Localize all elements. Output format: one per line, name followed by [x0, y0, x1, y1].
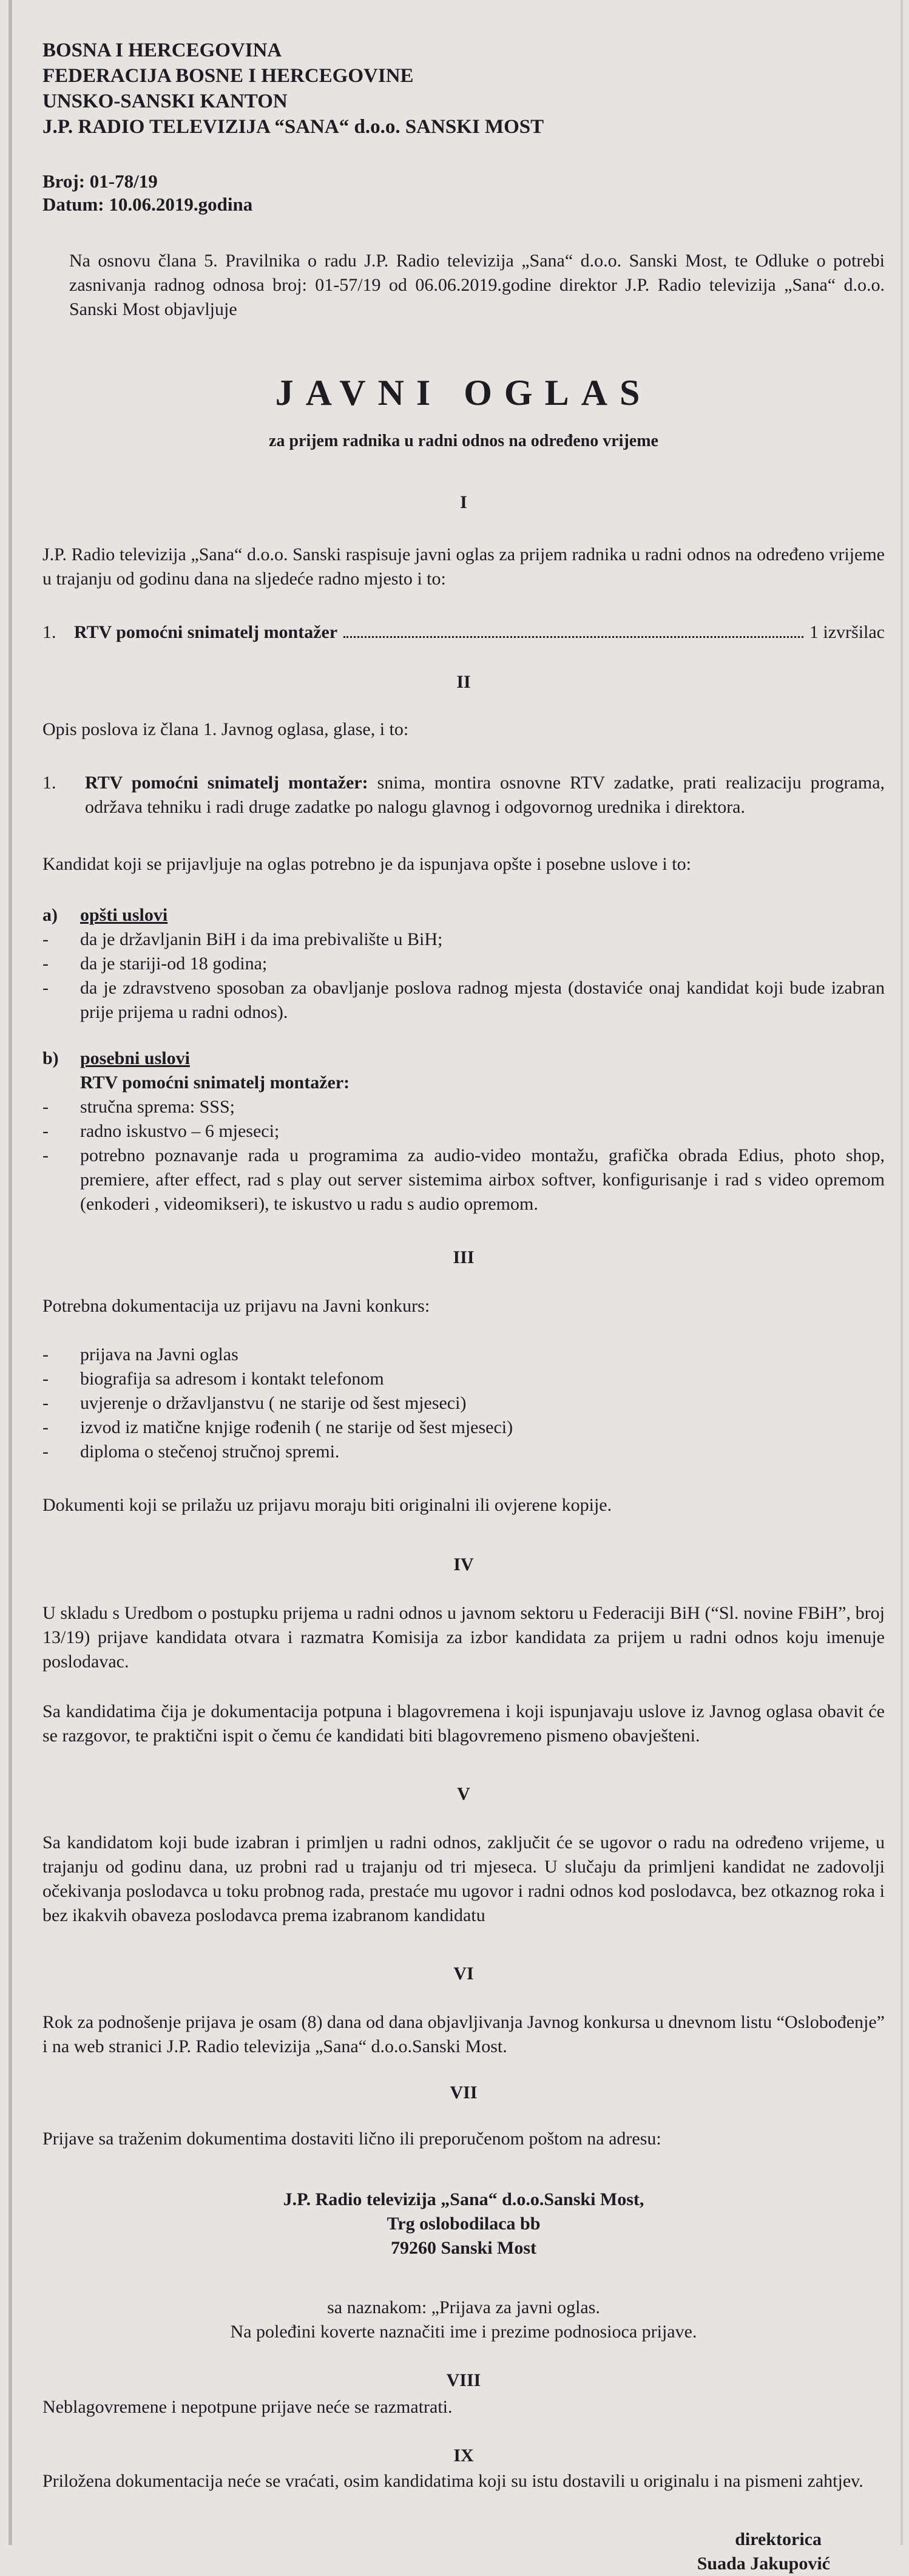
position-number: 1.: [42, 622, 56, 642]
section-heading-1: I: [460, 492, 467, 512]
address-line: 79260 Sanski Most: [390, 2238, 537, 2258]
list-item: - potrebno poznavanje rada u programima za audio-video montažu, grafička obrada Edius, photo shop, premiere, after effect, rad s play out server sistemima airbox softver, konfigurisanje i rad s video opremom (enkoderi , videomikseri), te iskustvo u radu s audio opremom.: [42, 1144, 885, 1216]
section-4-paragraph: U skladu s Uredbom o postupku prijema u radni odnos u javnom sektoru u Federaciji BiH (“Sl. novine FBiH”, broj 13/19) prijave kandidata otvara i razmatra Komisija za izbor kandidata za prijem u radni odnos koju imenuje poslodavac.: [42, 1603, 885, 1672]
document-subtitle: za prijem radnika u radni odnos na određeno vrijeme: [269, 432, 658, 450]
special-conditions-list: [42, 1095, 885, 1216]
header-line: BOSNA I HERCEGOVINA: [42, 39, 282, 61]
documents-list: [42, 1343, 885, 1464]
envelope-instructions: Na poleđini koverte naznačiti ime i prezime podnosioca prijave.: [230, 2322, 697, 2342]
section-heading-2: II: [456, 672, 471, 692]
conditions-intro: Kandidat koji se prijavljuje na oglas potrebno je da ispunjava opšte i posebne uslove i to:: [42, 854, 691, 874]
list-item: - da je zdravstveno sposoban za obavljanje poslova radnog mjesta (dostaviće onaj kandidat koji bude izabran prije prijema u radni odnos).: [42, 976, 885, 1025]
section-heading-6: VI: [453, 1964, 474, 1984]
section-5-paragraph: Sa kandidatom koji bude izabran i primljen u radni odnos, zaključit će se ugovor o radu na određeno vrijeme, u trajanju od godinu dana, uz probni rad u trajanju od tri mjeseca. U slučaju da primljeni kandidat ne zadovolji očekivanja poslodavca u toku probnog rada, prestaće mu ugovor i radni odnos kod poslodavca, bez otkaznog roka i bez ikakvih obaveza poslodavca prema izabranom kandidatu: [42, 1832, 885, 1925]
position-line: [42, 620, 885, 645]
address-line: J.P. Radio televizija „Sana“ d.o.o.Sanski Most,: [283, 2189, 644, 2209]
list-item: - radno iskustvo – 6 mjeseci;: [42, 1119, 885, 1144]
section-3-note: Dokumenti koji se prilažu uz prijavu moraju biti originalni ili ovjerene kopije.: [42, 1495, 612, 1515]
section-heading-9: IX: [453, 2446, 474, 2466]
item-number: 1.: [42, 773, 56, 793]
reference-number: Broj: 01-78/19: [42, 171, 158, 192]
list-item: - da je državljanin BiH i da ima prebivalište u BiH;: [42, 927, 885, 952]
document-title: JAVNI OGLAS: [275, 373, 652, 413]
section-heading-8: VIII: [446, 2370, 481, 2390]
section-2-intro: Opis poslova iz člana 1. Javnog oglasa, glase, i to:: [42, 719, 409, 739]
item-text: [85, 771, 885, 819]
item-label: RTV pomoćni snimatelj montažer:: [85, 773, 368, 793]
group-title: posebni uslovi: [80, 1048, 190, 1068]
section-3-intro: Potrebna dokumentacija uz prijavu na Javni konkurs:: [42, 1296, 430, 1316]
section-6-paragraph: Rok za podnošenje prijava je osam (8) dana od dana objavljivanja Javnog konkursa u dnevnom listu “Oslobođenje” i na web stranici J.P. Radio televizija „Sana“ d.o.o.Sanski Most.: [42, 2012, 885, 2056]
header-line: UNSKO-SANSKI KANTON: [42, 90, 288, 112]
general-conditions-head: [42, 903, 885, 927]
general-conditions: [42, 903, 885, 1025]
group-letter: a): [42, 905, 58, 925]
page-edge-shadow-right: [901, 0, 903, 2545]
section-heading-3: III: [453, 1247, 475, 1267]
group-subtitle: RTV pomoćni snimatelj montažer:: [80, 1073, 350, 1093]
section-heading-4: IV: [453, 1554, 474, 1574]
section-4-paragraph: Sa kandidatima čija je dokumentacija potpuna i blagovremena i koji ispunjavaju uslove iz Javnog oglasa obavit će se razgovor, te praktični ispit o čemu će kandidati biti blagovremeno pismeno obavješteni.: [42, 1701, 885, 1746]
position-title: RTV pomoćni snimatelj montažer: [74, 622, 338, 642]
list-item: - diploma o stečenoj stručnoj spremi.: [42, 1440, 885, 1464]
group-title: opšti uslovi: [80, 905, 168, 925]
address-line: Trg oslobodilaca bb: [387, 2214, 541, 2234]
document-header: [42, 38, 885, 140]
position-count: 1 izvršilac: [809, 622, 885, 642]
header-line: FEDERACIJA BOSNE I HERCEGOVINE: [42, 65, 414, 87]
signature-block: [42, 2527, 885, 2576]
signatory-role: direktorica: [735, 2529, 822, 2549]
list-item: - da je stariji-od 18 godina;: [42, 952, 885, 976]
header-line: J.P. RADIO TELEVIZIJA “SANA“ d.o.o. SANSKI MOST: [42, 116, 544, 138]
job-description-item: [42, 771, 885, 819]
list-item: - biografija sa adresom i kontakt telefonom: [42, 1367, 885, 1391]
list-item: - izvod iz matične knjige rođenih ( ne starije od šest mjeseci): [42, 1415, 885, 1440]
document-meta: [42, 170, 885, 216]
special-conditions: [42, 1046, 885, 1216]
list-item: - prijava na Javni oglas: [42, 1343, 885, 1367]
envelope-marking: sa naznakom: „Prijava za javni oglas.: [327, 2297, 600, 2317]
document-date: Datum: 10.06.2019.godina: [42, 194, 253, 215]
special-conditions-head: [42, 1046, 885, 1071]
section-7-paragraph: Prijave sa traženim dokumentima dostaviti lično ili preporučenom poštom na adresu:: [42, 2129, 661, 2149]
section-8-paragraph: Neblagovremene i nepotpune prijave neće se razmatrati.: [42, 2397, 453, 2417]
item-description: snima, montira osnovne RTV zadatke, prati realizaciju programa, održava tehniku i radi druge zadatke po nalogu glavnog i odgovornog urednika i direktora.: [85, 773, 885, 817]
section-9-paragraph: Priložena dokumentacija neće se vraćati, osim kandidatima koji su istu dostavili u originalu i na pismeni zahtjev.: [42, 2471, 863, 2491]
mailing-address: [42, 2188, 885, 2260]
list-item: - uvjerenje o državljanstvu ( ne starije od šest mjeseci): [42, 1391, 885, 1415]
list-item: - stručna sprema: SSS;: [42, 1095, 885, 1119]
section-heading-7: VII: [450, 2083, 478, 2103]
dotted-leader: [343, 623, 803, 638]
group-letter: b): [42, 1048, 59, 1068]
intro-paragraph: Na osnovu člana 5. Pravilnika o radu J.P. Radio televizija „Sana“ d.o.o. Sanski Most, te Odluke o potrebi zasnivanja radnog odnosa broj: 01-57/19 od 06.06.2019.godine direktor J.P. Radio televizija „Sana“ d.o.o. Sanski Most objavljuje: [69, 251, 885, 319]
section-1-text: J.P. Radio televizija „Sana“ d.o.o. Sanski raspisuje javni oglas za prijem radnika u radni odnos na određeno vrijeme u trajanju od godinu dana na sljedeće radno mjesto i to:: [42, 544, 885, 589]
page-edge-shadow: [8, 0, 12, 2545]
general-conditions-list: [42, 927, 885, 1025]
signatory-name: Suada Jakupović: [697, 2554, 830, 2574]
section-heading-5: V: [457, 1784, 470, 1804]
